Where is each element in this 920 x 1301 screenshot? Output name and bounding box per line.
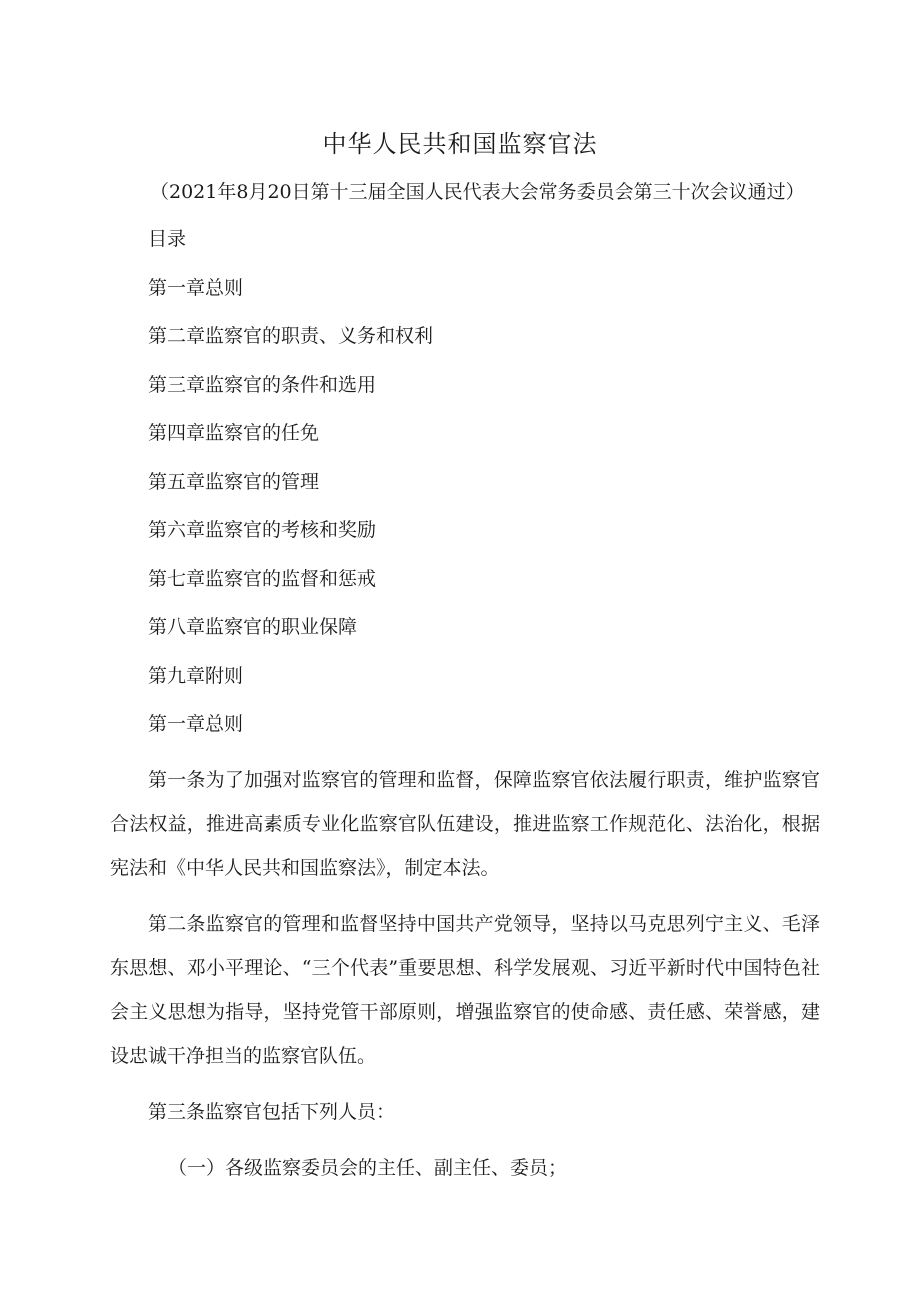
article-paragraph: 第三条监察官包括下列人员： (148, 1101, 396, 1123)
toc-item: 第三章监察官的条件和选用 (148, 373, 377, 396)
table-of-contents (148, 225, 808, 759)
toc-heading: 目录 (148, 228, 187, 250)
chapter-heading: 第一章总则 (148, 713, 244, 735)
list-item: （一）各级监察委员会的主任、副主任、委员； (168, 1157, 568, 1179)
document-body (110, 758, 820, 1188)
article-paragraph: 第一条为了加强对监察官的管理和监督，保障监察官依法履行职责，维护监察官合法权益，推进高素质专业化监察官队伍建设，推进监察工作规范化、法治化，根据宪法和《中华人民共和国监察法》，制定本法。 (110, 769, 820, 879)
toc-item: 第五章监察官的管理 (148, 470, 320, 493)
document-title: 中华人民共和国监察官法 (322, 130, 598, 158)
toc-item: 第一章总则 (148, 276, 244, 299)
toc-item: 第八章监察官的职业保障 (148, 616, 358, 638)
toc-item: 第七章监察官的监督和惩戒 (148, 567, 377, 590)
document-subtitle: （2021年8月20日第十三届全国人民代表大会常务委员会第三十次会议通过） (150, 181, 805, 203)
toc-item: 第六章监察官的考核和奖励 (148, 519, 377, 541)
toc-item: 第二章监察官的职责、义务和权利 (148, 325, 434, 347)
article-paragraph: 第二条监察官的管理和监督坚持中国共产党领导，坚持以马克思列宁主义、毛泽东思想、邓小平理论、“三个代表”重要思想、科学发展观、习近平新时代中国特色社会主义思想为指导，坚持党管干部原则，增强监察官的使命感、责任感、荣誉感，建设忠诚干净担当的监察官队伍。 (110, 913, 820, 1067)
toc-item: 第四章监察官的任免 (148, 422, 320, 444)
toc-item: 第九章附则 (148, 664, 244, 687)
